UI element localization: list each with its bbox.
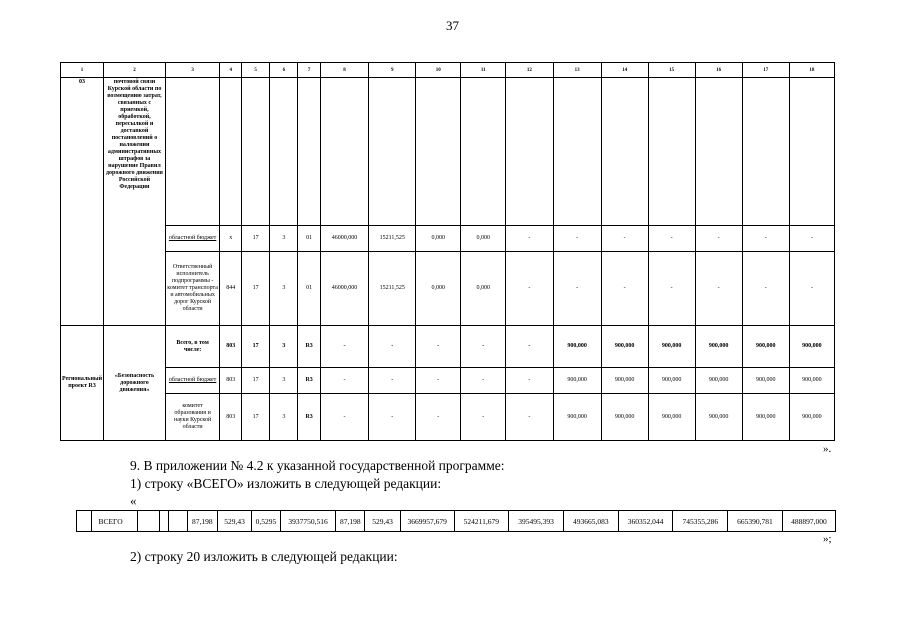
table-cell: 900,000: [695, 326, 742, 368]
table-cell: 46000,000: [320, 252, 368, 326]
table-cell: Ответственный исполнитель подпрограммы - комитет транспорта и автомобильных дорог Курской области: [165, 252, 220, 326]
table-cell: -: [506, 368, 553, 394]
table-cell: -: [461, 368, 506, 394]
table-cell: -: [601, 226, 648, 252]
table-cell: -: [553, 252, 601, 326]
table-cell: [695, 78, 742, 226]
header-cell: 12: [506, 63, 553, 78]
table-cell: 900,000: [789, 368, 834, 394]
table-cell: 17: [242, 394, 270, 441]
table-cell: -: [789, 226, 834, 252]
paragraph-item-2: 2) строку 20 изложить в следующей редакции:: [130, 549, 398, 564]
table-cell: R3: [298, 368, 321, 394]
paragraph-item-1: 1) строку «ВСЕГО» изложить в следующей редакции:: [130, 476, 442, 491]
table-row: [61, 78, 835, 226]
table-cell: -: [506, 252, 553, 326]
table-cell: 3669957,679: [400, 511, 454, 532]
table-cell: 0,5295: [252, 511, 281, 532]
header-cell: 15: [648, 63, 695, 78]
closing-quote-semicolon: »;: [823, 533, 832, 545]
table-cell: [789, 78, 834, 226]
table-row: [61, 394, 835, 441]
table-header-row: [61, 63, 835, 78]
table-cell: 900,000: [553, 394, 601, 441]
table-cell: 900,000: [553, 368, 601, 394]
table-cell: 900,000: [648, 326, 695, 368]
header-cell: 1: [61, 63, 104, 78]
opening-quote: «: [130, 493, 137, 508]
table-cell: 900,000: [742, 326, 789, 368]
table-cell: 665390,781: [728, 511, 783, 532]
table-cell: 900,000: [601, 368, 648, 394]
header-cell: 17: [742, 63, 789, 78]
table-cell: [270, 78, 298, 226]
table-cell: 900,000: [742, 394, 789, 441]
table-cell: 0,000: [416, 226, 461, 252]
table-cell: R3: [298, 394, 321, 441]
table-cell: [168, 511, 187, 532]
table-cell: 87,198: [336, 511, 365, 532]
table-cell: R3: [298, 326, 321, 368]
table-cell: -: [648, 252, 695, 326]
table-cell: 900,000: [648, 368, 695, 394]
total-label: ВСЕГО: [92, 511, 137, 532]
table-cell: 900,000: [601, 326, 648, 368]
page-number: 37: [446, 18, 459, 33]
table-cell: -: [506, 394, 553, 441]
header-cell: 16: [695, 63, 742, 78]
table-cell: x: [220, 226, 242, 252]
table-cell: 3: [270, 394, 298, 441]
table-cell: [77, 511, 92, 532]
row-description: почтовой связи Курской области по возмещению затрат, связанных с приемкой, обработкой, пересылкой и доставкой постановлений о наложении административных штрафов за нарушение Правил дорожного движения Российской Федерации: [104, 78, 166, 326]
table-cell: 46000,000: [320, 226, 368, 252]
table-cell: 803: [220, 326, 242, 368]
header-cell: 3: [165, 63, 220, 78]
table-cell: [320, 78, 368, 226]
header-cell: 2: [104, 63, 166, 78]
table-cell: -: [742, 252, 789, 326]
table-cell: 900,000: [553, 326, 601, 368]
table-row: [61, 252, 835, 326]
header-cell: 13: [553, 63, 601, 78]
table-cell: 900,000: [695, 368, 742, 394]
table-cell: областной бюджет: [165, 368, 220, 394]
table-cell: 488897,000: [782, 511, 835, 532]
table-cell: [648, 78, 695, 226]
table-cell: [601, 78, 648, 226]
table-cell: комитет образования и науки Курской области: [165, 394, 220, 441]
table-row: [61, 326, 835, 368]
table-cell: 844: [220, 252, 242, 326]
table-cell: [242, 78, 270, 226]
table-cell: 0,000: [461, 226, 506, 252]
header-cell: 10: [416, 63, 461, 78]
table-cell: 3: [270, 252, 298, 326]
table-cell: областной бюджет: [165, 226, 220, 252]
table-cell: 01: [298, 252, 321, 326]
table-cell: 493665,083: [563, 511, 618, 532]
table-cell: 0,000: [461, 252, 506, 326]
table-cell: -: [461, 394, 506, 441]
table-cell: -: [320, 368, 368, 394]
table-cell: [461, 78, 506, 226]
table-cell: 803: [220, 368, 242, 394]
table-cell: 87,198: [187, 511, 218, 532]
table-cell: [298, 78, 321, 226]
table-cell: 900,000: [601, 394, 648, 441]
table-cell: [165, 78, 220, 226]
table-cell: 360352,044: [618, 511, 673, 532]
table-cell: [416, 78, 461, 226]
table-cell: 529,43: [218, 511, 252, 532]
table-cell: -: [320, 326, 368, 368]
header-cell: 9: [369, 63, 416, 78]
table-row: [77, 511, 836, 532]
header-cell: 6: [270, 63, 298, 78]
table-cell: 529,43: [365, 511, 401, 532]
table-cell: -: [648, 226, 695, 252]
table-cell: 17: [242, 368, 270, 394]
table-cell: 3: [270, 226, 298, 252]
table-cell: -: [416, 326, 461, 368]
table-cell: -: [695, 226, 742, 252]
table-cell: 803: [220, 394, 242, 441]
table-cell: 3: [270, 326, 298, 368]
budget-table: [60, 62, 835, 441]
table-cell: 3937750,516: [280, 511, 335, 532]
table-cell: 395495,393: [509, 511, 564, 532]
table-cell: -: [553, 226, 601, 252]
table-cell: 745355,286: [673, 511, 728, 532]
table-cell: -: [789, 252, 834, 326]
table-cell: 900,000: [648, 394, 695, 441]
table-cell: [742, 78, 789, 226]
table-cell: -: [742, 226, 789, 252]
table-cell: 01: [298, 226, 321, 252]
header-cell: 11: [461, 63, 506, 78]
table-cell: -: [320, 394, 368, 441]
table-cell: 15211,525: [369, 252, 416, 326]
header-cell: 8: [320, 63, 368, 78]
header-cell: 4: [220, 63, 242, 78]
paragraph-9: 9. В приложении № 4.2 к указанной государственной программе:: [130, 458, 505, 473]
table-row: [61, 368, 835, 394]
table-cell: [369, 78, 416, 226]
table-cell: [159, 511, 168, 532]
table-cell: 900,000: [789, 326, 834, 368]
header-cell: 18: [789, 63, 834, 78]
table-cell: -: [416, 368, 461, 394]
table-cell: -: [506, 226, 553, 252]
table-cell: 524211,679: [454, 511, 509, 532]
table-cell: 900,000: [695, 394, 742, 441]
table-cell: Всего, в том числе:: [165, 326, 220, 368]
table-cell: [137, 511, 159, 532]
table-cell: -: [601, 252, 648, 326]
total-table: [76, 510, 836, 532]
row-description: «Безопасность дорожного движения»: [104, 326, 166, 441]
header-cell: 5: [242, 63, 270, 78]
table-cell: [506, 78, 553, 226]
table-cell: -: [369, 326, 416, 368]
table-cell: [553, 78, 601, 226]
table-cell: 17: [242, 226, 270, 252]
table-cell: 17: [242, 326, 270, 368]
table-cell: [220, 78, 242, 226]
table-cell: -: [461, 326, 506, 368]
table-cell: -: [369, 394, 416, 441]
row-code: Региональный проект R3: [61, 326, 104, 441]
table-cell: 3: [270, 368, 298, 394]
header-cell: 14: [601, 63, 648, 78]
table-cell: -: [369, 368, 416, 394]
closing-quote: ».: [823, 443, 832, 455]
table-cell: 0,000: [416, 252, 461, 326]
table-row: [61, 226, 835, 252]
table-cell: 900,000: [742, 368, 789, 394]
table-cell: -: [506, 326, 553, 368]
table-cell: 15211,525: [369, 226, 416, 252]
table-cell: -: [416, 394, 461, 441]
table-cell: -: [695, 252, 742, 326]
row-code: 03: [61, 78, 104, 326]
header-cell: 7: [298, 63, 321, 78]
table-cell: 17: [242, 252, 270, 326]
table-cell: 900,000: [789, 394, 834, 441]
